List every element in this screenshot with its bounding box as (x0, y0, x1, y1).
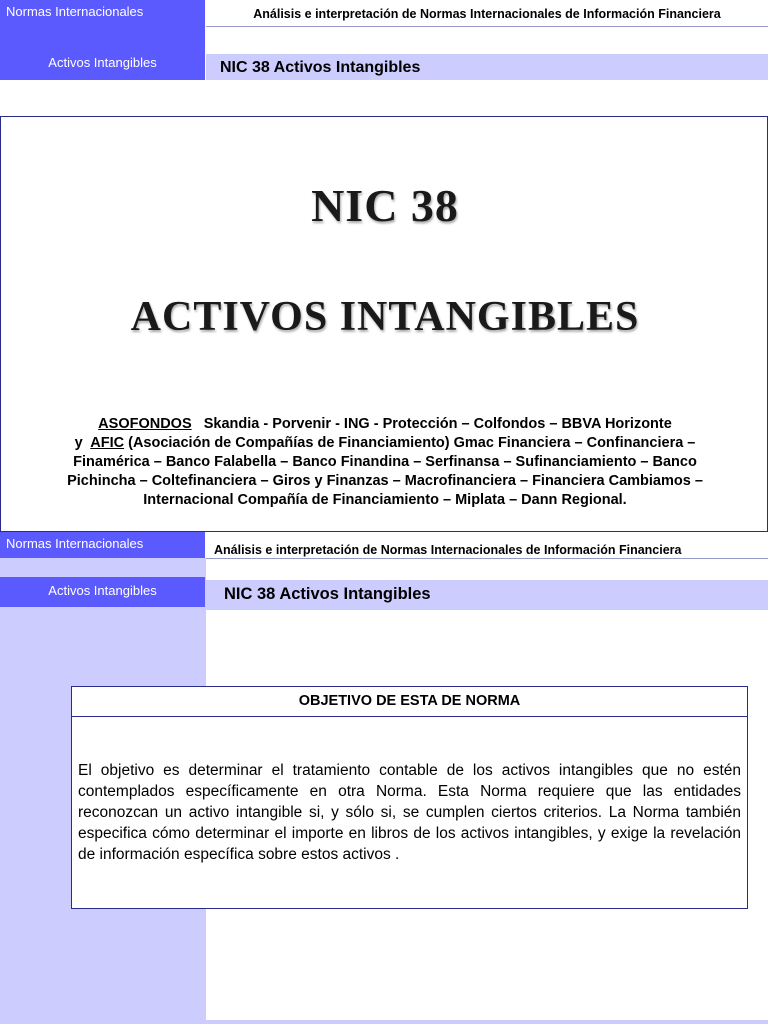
slide-objective (0, 532, 768, 1024)
cover-title-name: ACTIVOS INTANGIBLES (130, 294, 640, 340)
member-joiner: y (74, 435, 83, 451)
member-group-asofondos: ASOFONDOS (98, 416, 192, 432)
topic-tag: Activos Intangibles (0, 577, 205, 607)
section-tag-fill (0, 27, 205, 54)
objective-heading: OBJETIVO DE ESTA DE NORMA (72, 687, 747, 717)
section-tag: Normas Internacionales (0, 0, 205, 27)
header-divider (206, 26, 768, 27)
header-divider (206, 558, 768, 559)
objective-box (71, 686, 748, 909)
bottom-strip (71, 1020, 768, 1024)
member-list-asofondos: Skandia - Porvenir - ING - Protección – Colfondos – BBVA Horizonte (203, 416, 672, 432)
member-group-afic: AFIC (90, 435, 125, 451)
objective-text: El objetivo es determinar el tratamiento contable de los activos intangibles que no estén contemplados específicamente en otra Norma. Esta Norma requiere que las entidades reconozcan un activo intangible si, y sólo si, se cumplen ciertos criterios. La Norma también especifica cómo determinar el importe en libros de los activos intangibles, y exige la revelación de información específica sobre estos activos . (78, 762, 741, 863)
cover-title-code: NIC 38 (311, 180, 459, 231)
header-subtitle: Análisis e interpretación de Normas Internacionales de Información Financiera (214, 543, 682, 557)
header-subtitle: Análisis e interpretación de Normas Internacionales de Información Financiera (253, 7, 721, 21)
member-list-afic: (Asociación de Compañías de Financiamiento) Gmac Financiera – Confinanciera – Finamérica – Banco Falabella – Banco Finandina – Serfinansa – Sufinanciamiento – Banco Pichincha – Coltefinanciera – Giros y Finanzas – Macrofinanciera – Financiera Cambiamos – Internacional Compañía de Financiamiento – Miplata – Dann Regional. (67, 435, 703, 508)
cover-frame (0, 116, 768, 532)
cover-members (37, 415, 733, 510)
section-tag: Normas Internacionales (0, 532, 205, 558)
topic-tag: Activos Intangibles (0, 54, 205, 80)
header-title: NIC 38 Activos Intangibles (206, 54, 768, 80)
header-title: NIC 38 Activos Intangibles (206, 580, 768, 610)
